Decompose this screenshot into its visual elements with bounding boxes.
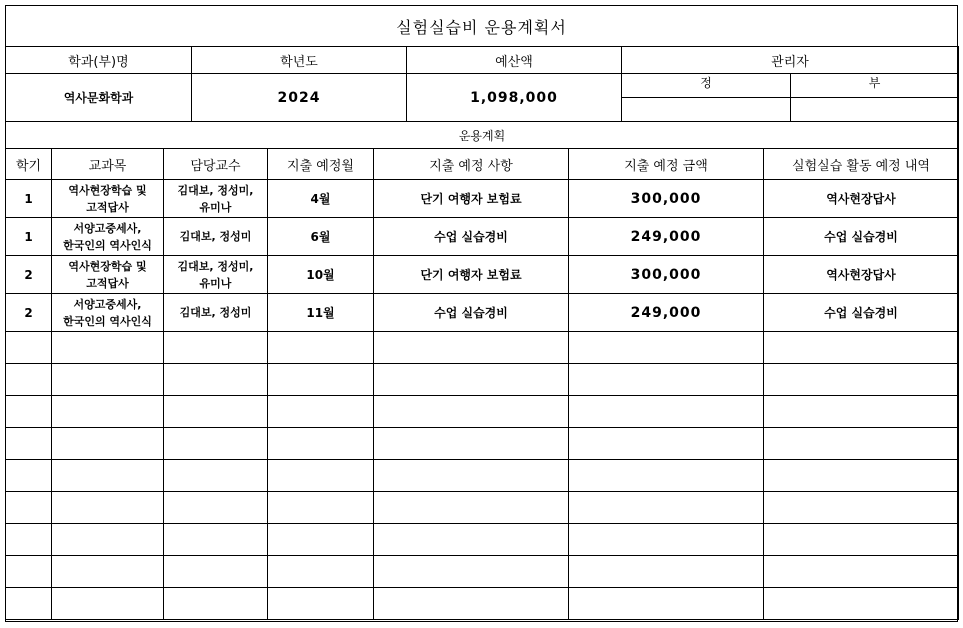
empty-cell[interactable]	[569, 428, 764, 460]
cell-course: 서양고중세사, 한국인의 역사인식	[52, 294, 164, 332]
column-header: 지출 예정 금액	[569, 149, 764, 180]
column-header: 학기	[6, 149, 52, 180]
empty-cell[interactable]	[268, 524, 374, 556]
empty-cell[interactable]	[764, 460, 959, 492]
empty-cell[interactable]	[52, 460, 164, 492]
empty-cell[interactable]	[164, 396, 268, 428]
empty-cell[interactable]	[164, 364, 268, 396]
plan-table	[5, 121, 959, 620]
empty-cell[interactable]	[164, 524, 268, 556]
empty-cell[interactable]	[764, 396, 959, 428]
empty-table-row	[6, 364, 959, 396]
cell-course: 역사현장학습 및 고적답사	[52, 256, 164, 294]
empty-cell[interactable]	[764, 364, 959, 396]
column-header-row	[6, 149, 959, 180]
empty-cell[interactable]	[52, 396, 164, 428]
empty-cell[interactable]	[569, 492, 764, 524]
empty-cell[interactable]	[764, 492, 959, 524]
empty-cell[interactable]	[52, 364, 164, 396]
empty-cell[interactable]	[52, 428, 164, 460]
empty-cell[interactable]	[374, 524, 569, 556]
cell-semester: 1	[6, 180, 52, 218]
empty-cell[interactable]	[764, 332, 959, 364]
cell-activity: 수업 실습경비	[764, 218, 959, 256]
cell-activity: 역사현장답사	[764, 256, 959, 294]
empty-cell[interactable]	[164, 332, 268, 364]
cell-semester: 1	[6, 218, 52, 256]
department-header: 학과(부)명	[6, 47, 192, 74]
empty-cell[interactable]	[6, 364, 52, 396]
cell-professor: 김대보, 정성미, 유미나	[164, 180, 268, 218]
empty-cell[interactable]	[164, 428, 268, 460]
empty-cell[interactable]	[268, 492, 374, 524]
empty-cell[interactable]	[268, 332, 374, 364]
cell-item: 수업 실습경비	[374, 294, 569, 332]
manager-header: 관리자	[622, 47, 959, 74]
cell-course: 역사현장학습 및 고적답사	[52, 180, 164, 218]
cell-amount: 249,000	[569, 294, 764, 332]
empty-cell[interactable]	[52, 524, 164, 556]
empty-cell[interactable]	[6, 396, 52, 428]
table-row	[6, 218, 959, 256]
empty-cell[interactable]	[374, 428, 569, 460]
empty-cell[interactable]	[374, 460, 569, 492]
plan-document	[5, 5, 958, 622]
empty-table-row	[6, 492, 959, 524]
cell-item: 수업 실습경비	[374, 218, 569, 256]
empty-cell[interactable]	[764, 588, 959, 620]
empty-table-row	[6, 460, 959, 492]
column-header: 교과목	[52, 149, 164, 180]
column-header: 담당교수	[164, 149, 268, 180]
cell-activity: 수업 실습경비	[764, 294, 959, 332]
manager-sub-signature[interactable]	[791, 98, 959, 122]
empty-cell[interactable]	[164, 460, 268, 492]
empty-table-row	[6, 396, 959, 428]
manager-main-header: 정	[622, 74, 791, 98]
column-header: 지출 예정 사항	[374, 149, 569, 180]
empty-cell[interactable]	[268, 396, 374, 428]
cell-month: 10월	[268, 256, 374, 294]
empty-table-row	[6, 428, 959, 460]
empty-cell[interactable]	[52, 332, 164, 364]
empty-cell[interactable]	[6, 332, 52, 364]
empty-cell[interactable]	[764, 428, 959, 460]
empty-cell[interactable]	[164, 556, 268, 588]
budget-value: 1,098,000	[407, 74, 622, 122]
empty-cell[interactable]	[6, 492, 52, 524]
cell-amount: 300,000	[569, 256, 764, 294]
empty-cell[interactable]	[569, 588, 764, 620]
cell-month: 11월	[268, 294, 374, 332]
year-value: 2024	[192, 74, 407, 122]
manager-sub-header: 부	[791, 74, 959, 98]
empty-table-row	[6, 556, 959, 588]
cell-activity: 역사현장답사	[764, 180, 959, 218]
manager-main-signature[interactable]	[622, 98, 791, 122]
empty-cell[interactable]	[569, 332, 764, 364]
empty-cell[interactable]	[374, 332, 569, 364]
empty-cell[interactable]	[52, 492, 164, 524]
empty-cell[interactable]	[569, 364, 764, 396]
empty-cell[interactable]	[764, 524, 959, 556]
cell-semester: 2	[6, 294, 52, 332]
empty-cell[interactable]	[374, 364, 569, 396]
empty-cell[interactable]	[569, 524, 764, 556]
table-row	[6, 256, 959, 294]
empty-cell[interactable]	[268, 460, 374, 492]
cell-month: 4월	[268, 180, 374, 218]
empty-cell[interactable]	[268, 428, 374, 460]
cell-professor: 김대보, 정성미	[164, 218, 268, 256]
column-header: 지출 예정월	[268, 149, 374, 180]
empty-table-row	[6, 332, 959, 364]
info-table	[5, 46, 959, 122]
budget-header: 예산액	[407, 47, 622, 74]
empty-cell[interactable]	[164, 588, 268, 620]
cell-course: 서양고중세사, 한국인의 역사인식	[52, 218, 164, 256]
cell-professor: 김대보, 정성미	[164, 294, 268, 332]
empty-cell[interactable]	[374, 556, 569, 588]
empty-cell[interactable]	[52, 588, 164, 620]
department-value: 역사문화학과	[6, 74, 192, 122]
section-title: 운용계획	[6, 122, 959, 149]
empty-cell[interactable]	[6, 588, 52, 620]
empty-cell[interactable]	[374, 588, 569, 620]
empty-table-row	[6, 524, 959, 556]
cell-item: 단기 여행자 보험료	[374, 256, 569, 294]
table-row	[6, 180, 959, 218]
empty-cell[interactable]	[6, 556, 52, 588]
year-header: 학년도	[192, 47, 407, 74]
empty-cell[interactable]	[6, 428, 52, 460]
column-header: 실험실습 활동 예정 내역	[764, 149, 959, 180]
cell-semester: 2	[6, 256, 52, 294]
empty-cell[interactable]	[268, 556, 374, 588]
empty-cell[interactable]	[374, 396, 569, 428]
empty-cell[interactable]	[764, 556, 959, 588]
empty-cell[interactable]	[569, 396, 764, 428]
table-row	[6, 294, 959, 332]
empty-cell[interactable]	[164, 492, 268, 524]
empty-cell[interactable]	[569, 460, 764, 492]
empty-cell[interactable]	[374, 492, 569, 524]
empty-table-row	[6, 588, 959, 620]
empty-cell[interactable]	[6, 460, 52, 492]
empty-cell[interactable]	[268, 364, 374, 396]
cell-amount: 249,000	[569, 218, 764, 256]
cell-item: 단기 여행자 보험료	[374, 180, 569, 218]
empty-cell[interactable]	[268, 588, 374, 620]
cell-month: 6월	[268, 218, 374, 256]
empty-cell[interactable]	[52, 556, 164, 588]
empty-cell[interactable]	[569, 556, 764, 588]
cell-amount: 300,000	[569, 180, 764, 218]
cell-professor: 김대보, 정성미, 유미나	[164, 256, 268, 294]
document-title: 실험실습비 운용계획서	[6, 6, 957, 47]
empty-cell[interactable]	[6, 524, 52, 556]
